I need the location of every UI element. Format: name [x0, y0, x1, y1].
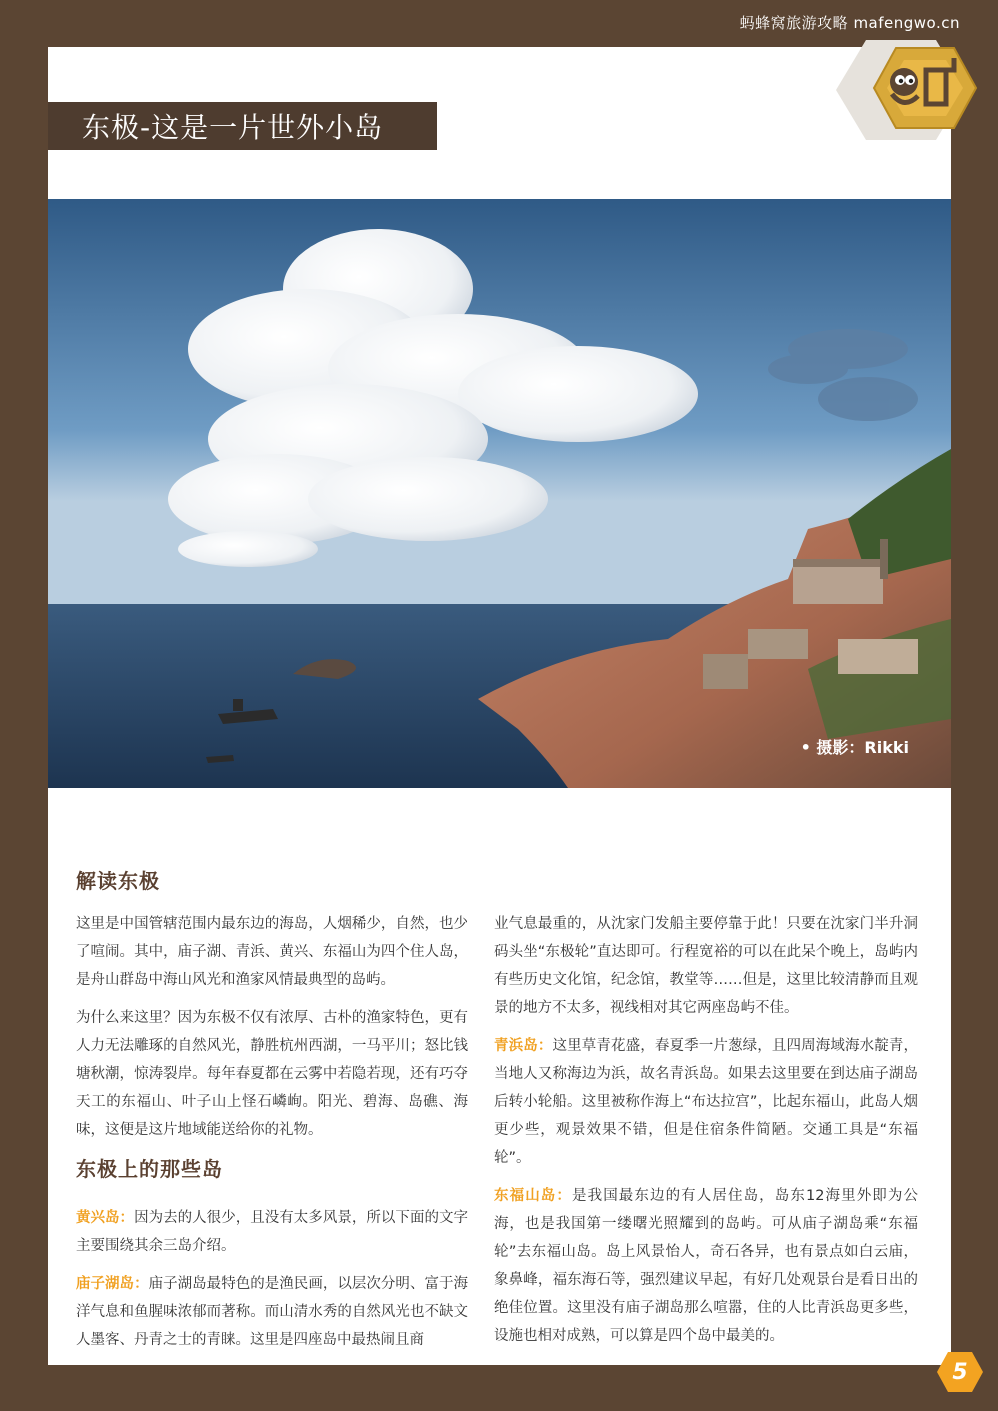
island-photo [48, 199, 951, 788]
qingbang-paragraph [494, 1032, 918, 1172]
page-number: 5 [952, 1359, 968, 1385]
miaozihu-label: 庙子湖岛： [76, 1276, 149, 1292]
intro-paragraph-1: 这里是中国管辖范围内最东边的海岛，人烟稀少，自然，也少了喧闹。其中，庙子湖、青浜、黄兴、东福山为四个住人岛，是舟山群岛中海山风光和渔家风情最典型的岛屿。 [76, 916, 468, 988]
dongfushan-paragraph [494, 1182, 918, 1350]
miaozihu-text: 庙子湖岛最特色的是渔民画，以层次分明、富于海洋气息和鱼腥味浓郁而著称。而山清水秀的自然风光也不缺文人墨客、丹青之士的青睐。这里是四座岛中最热闹且商 [76, 1276, 469, 1348]
photo-credit: • 摄影：Rikki [800, 738, 909, 757]
miaozihu-paragraph [76, 1270, 468, 1354]
miaozihu-continued: 业气息最重的，从沈家门发船主要停靠于此！只要在沈家门半升洞码头坐“东极轮”直达即可。行程宽裕的可以在此呆个晚上，岛屿内有些历史文化馆，纪念馆，教堂等……但是，这里比较清静而且观景的地方不太多，视线相对其它两座岛屿不佳。 [494, 916, 918, 1016]
huangxing-label: 黄兴岛： [76, 1210, 135, 1226]
qingbang-text: 这里草青花盛，春夏季一片葱绿，且四周海域海水靛青，当地人又称海边为浜，故名青浜岛。如果去这里要在到达庙子湖岛后转小轮船。这里被称作海上“布达拉宫”，比起东福山，此岛人烟更少些，观景效果不错，但是住宿条件简陋。交通工具是“东福轮”。 [494, 1038, 918, 1166]
intro-paragraph-2: 为什么来这里？因为东极不仅有浓厚、古朴的渔家特色，更有人力无法雕琢的自然风光，静胜杭州西湖，一马平川；怒比钱塘秋潮，惊涛裂岸。每年春夏都在云雾中若隐若现，还有巧夺天工的东福山、叶子山上怪石嶙峋。阳光、碧海、岛礁、海味，这便是这片地域能送给你的礼物。 [76, 1010, 468, 1138]
page-number-hexagon-icon [936, 1350, 984, 1394]
qingbang-label: 青浜岛： [494, 1038, 553, 1054]
left-column [76, 910, 468, 1364]
site-header: 蚂蜂窝旅游攻略 mafengwo.cn [739, 14, 960, 32]
dongfushan-text: 是我国最东边的有人居住岛，岛东12海里外即为公海，也是我国第一缕曙光照耀到的岛屿。可从庙子湖岛乘“东福轮”去东福山岛。岛上风景怡人，奇石各异，也有景点如白云庙，象鼻峰，福东海石等，强烈建议早起，有好几处观景台是看日出的绝佳位置。这里没有庙子湖岛那么喧嚣，住的人比青浜岛更多些，设施也相对成熟，可以算是四个岛中最美的。 [494, 1188, 919, 1344]
huangxing-paragraph [76, 1204, 468, 1260]
mafengwo-bee-logo-icon [826, 30, 986, 150]
dongfushan-label: 东福山岛： [494, 1188, 572, 1204]
huangxing-text: 因为去的人很少，且没有太多风景，所以下面的文字主要围绕其余三岛介绍。 [76, 1210, 468, 1254]
article-title: 东极-这是一片世外小岛 [82, 111, 384, 144]
right-column [494, 910, 918, 1360]
section-title-islands: 东极上的那些岛 [76, 1157, 223, 1181]
section-title-intro: 解读东极 [76, 869, 160, 893]
article-title-banner [48, 102, 437, 150]
